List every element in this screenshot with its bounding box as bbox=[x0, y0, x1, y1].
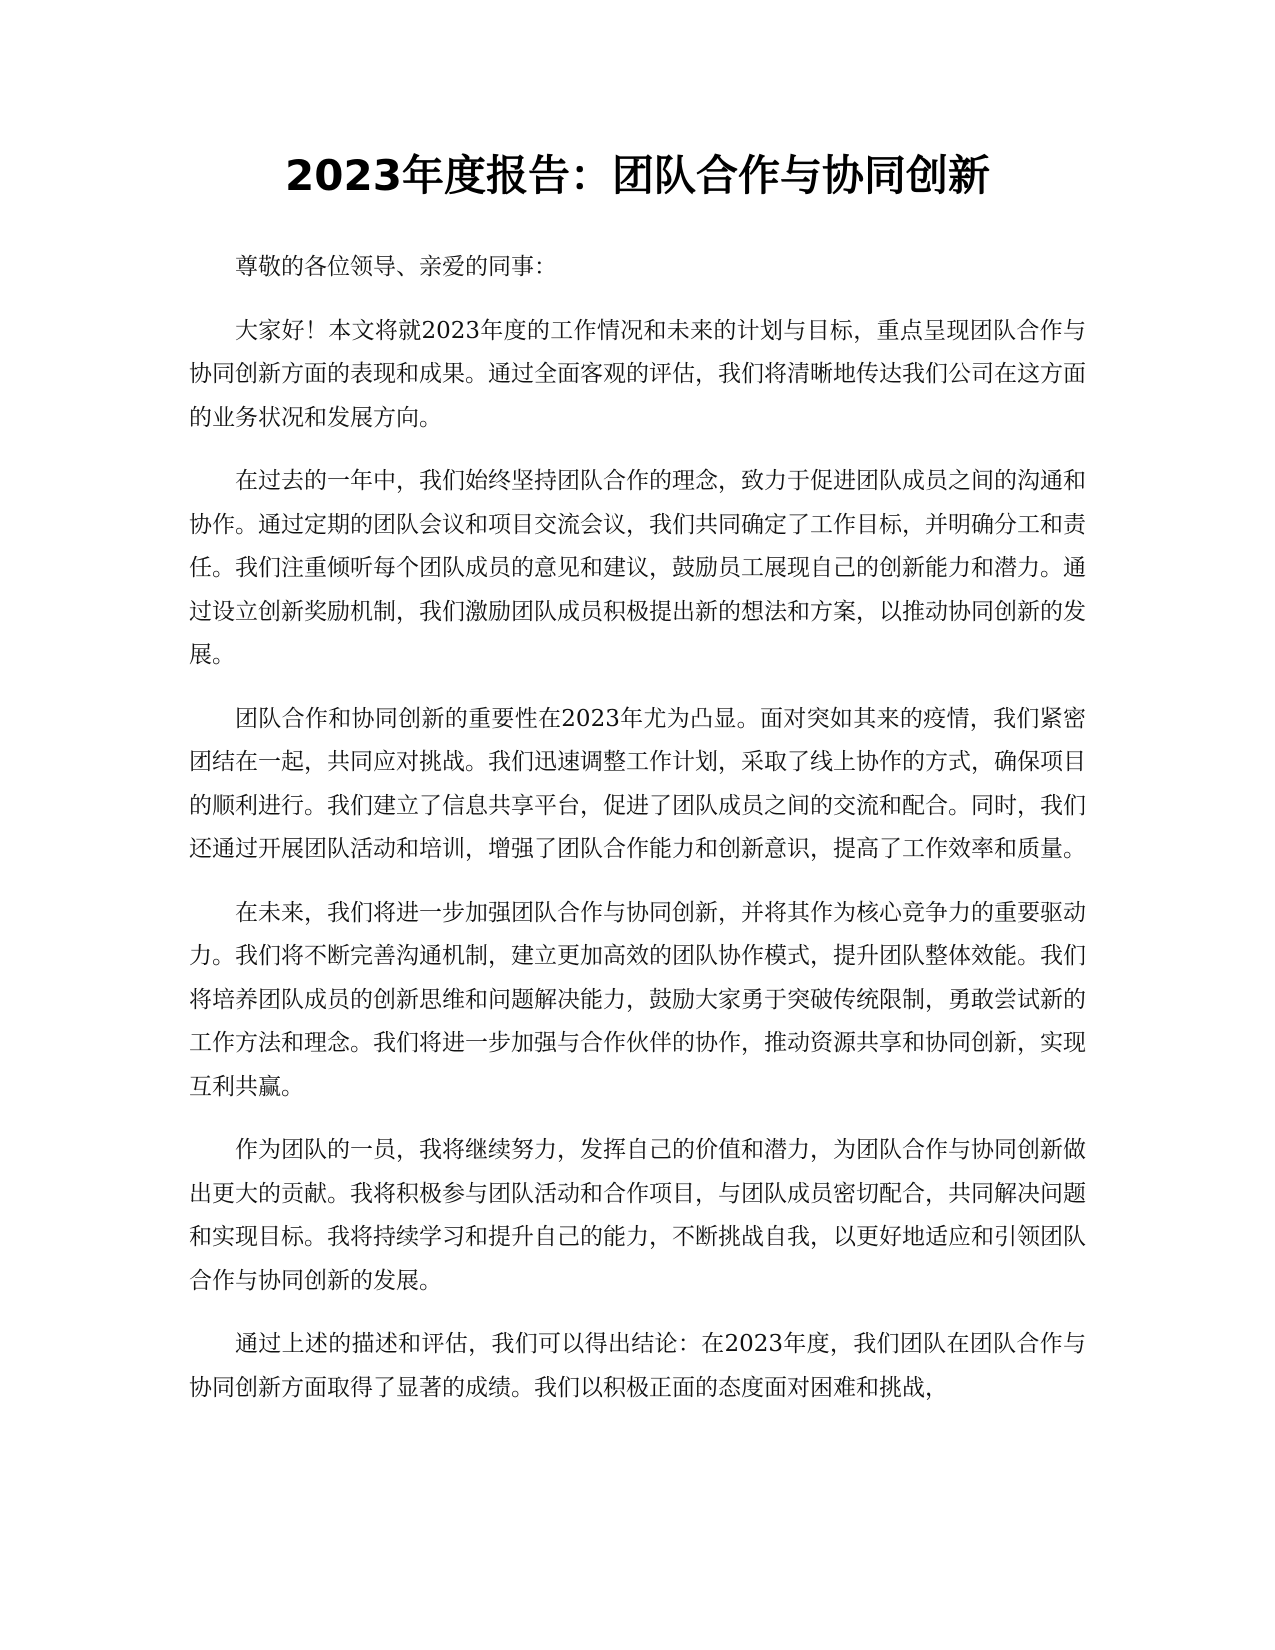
paragraph-future: 在未来，我们将进一步加强团队合作与协同创新，并将其作为核心竞争力的重要驱动力。我们将不断完善沟通机制，建立更加高效的团队协作模式，提升团队整体效能。我们将培养团队成员的创新思维和问题解决能力，鼓励大家勇于突破传统限制，勇敢尝试新的工作方法和理念。我们将进一步加强与合作伙伴的协作，推动资源共享和协同创新，实现互利共赢。 bbox=[189, 899, 1086, 1100]
paragraph-intro: 大家好！本文将就2023年度的工作情况和未来的计划与目标，重点呈现团队合作与协同创新方面的表现和成果。通过全面客观的评估，我们将清晰地传达我们公司在这方面的业务状况和发展方向。 bbox=[189, 317, 1086, 431]
document-body bbox=[189, 246, 1086, 1430]
paragraph-past-year: 在过去的一年中，我们始终坚持团队合作的理念，致力于促进团队成员之间的沟通和协作。通过定期的团队会议和项目交流会议，我们共同确定了工作目标，并明确分工和责任。我们注重倾听每个团队成员的意见和建议，鼓励员工展现自己的创新能力和潜力。通过设立创新奖励机制，我们激励团队成员积极提出新的想法和方案，以推动协同创新的发展。 bbox=[189, 468, 1086, 668]
page-title: 2023年度报告：团队合作与协同创新 bbox=[285, 151, 990, 200]
paragraph-personal: 作为团队的一员，我将继续努力，发挥自己的价值和潜力，为团队合作与协同创新做出更大的贡献。我将积极参与团队活动和合作项目，与团队成员密切配合，共同解决问题和实现目标。我将持续学习和提升自己的能力，不断挑战自我，以更好地适应和引领团队合作与协同创新的发展。 bbox=[189, 1137, 1086, 1294]
paragraph-conclusion: 通过上述的描述和评估，我们可以得出结论：在2023年度，我们团队在团队合作与协同创新方面取得了显著的成绩。我们以积极正面的态度面对困难和挑战， bbox=[189, 1331, 1086, 1401]
paragraph-importance: 团队合作和协同创新的重要性在2023年尤为凸显。面对突如其来的疫情，我们紧密团结在一起，共同应对挑战。我们迅速调整工作计划，采取了线上协作的方式，确保项目的顺利进行。我们建立了信息共享平台，促进了团队成员之间的交流和配合。同时，我们还通过开展团队活动和培训，增强了团队合作能力和创新意识，提高了工作效率和质量。 bbox=[189, 705, 1086, 862]
salutation: 尊敬的各位领导、亲爱的同事： bbox=[235, 254, 557, 280]
